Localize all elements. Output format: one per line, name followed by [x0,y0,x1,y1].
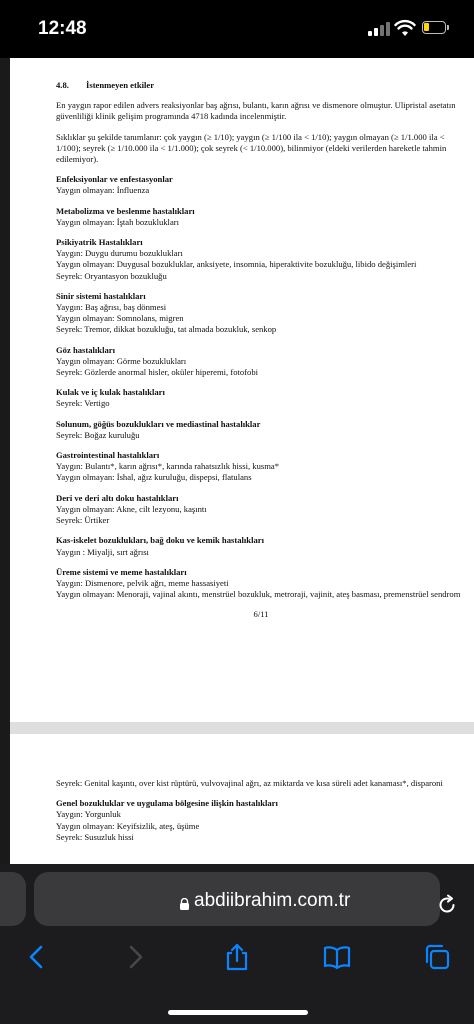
category-title: Solunum, göğüs bozuklukları ve mediastinal hastalıklar [56,418,261,429]
effect-line: Yaygın: Duygu durumu bozuklukları [56,248,183,259]
status-time: 12:48 [38,18,87,39]
reload-icon[interactable] [436,894,458,916]
page-number: 6/11 [253,609,269,620]
effect-line: Yaygın olmayan: Akne, cilt lezyonu, kaşıntı [56,503,207,514]
category-block [56,567,466,601]
effect-line: Yaygın: Dismenore, pelvik ağrı, meme hassasiyeti [56,577,229,588]
effect-line: Yaygın: Baş ağrısı, baş dönmesi [56,302,167,313]
category-title: Sinir sistemi hastalıkları [56,290,146,301]
category-title: Psikiyatrik Hastalıkları [56,237,143,248]
page-6-content [56,80,466,621]
effect-line: Yaygın olmayan: İshal, ağız kuruluğu, dispepsi, flatulans [56,472,252,483]
home-indicator [168,1010,308,1015]
effect-line: Yaygın olmayan: İnfluenza [56,185,150,196]
page-left-edge [0,58,10,864]
effect-line: Seyrek: Gözlerde anormal hisler, oküler hiperemi, fotofobi [56,367,259,378]
effect-line: Yaygın olmayan: İştah bozuklukları [56,216,180,227]
effect-line: Yaygın olmayan: Görme bozuklukları [56,355,187,366]
page-7-content [56,778,466,843]
category-block [56,174,466,196]
effect-line: Yaygın olmayan: Somnolans, migren [56,313,184,324]
effect-line: Seyrek: Vertigo [56,398,110,409]
lock-icon [179,898,190,910]
bookmarks-icon[interactable] [322,942,352,972]
status-bar [0,0,474,58]
effect-line: Yaygın: Yorgunluk [56,809,121,820]
effect-line: Seyrek: Oryantasyon bozukluğu [56,270,167,281]
effect-line: Seyrek: Tremor, dikkat bozukluğu, tat almada bozukluk, senkop [56,324,277,335]
battery-tip [447,25,449,30]
previous-tab-pill[interactable] [0,872,26,926]
category-title: Gastrointestinal hastalıkları [56,450,160,461]
effect-line: Seyrek: Ürtiker [56,515,110,526]
effect-line: Seyrek: Boğaz kuruluğu [56,429,140,440]
back-icon[interactable] [22,942,52,972]
effect-line: Yaygın olmayan: Menoraji, vajinal akıntı, menstrüel bozukluk, metroraji, vajinit, ateş basması, premenstrüel sendrom [56,589,461,600]
continuation-line: Seyrek: Genital kaşıntı, over kist rüptürü, vulvovajinal ağrı, az miktarda ve kısa süreli adet kanaması*, disparoni [56,778,443,788]
category-block [56,450,466,484]
share-icon[interactable] [222,942,252,972]
intro-paragraph: En yaygın rapor edilen advers reaksiyonlar baş ağrısı, bulantı, karın ağrısı ve dismenore olmuştur. Ulipristal asetatın güvenliliği klinik gelişim programında 4718 kadında incelenmiştir. [56,100,456,122]
category-block [56,493,466,527]
category-block [56,206,466,228]
section-title: İstenmeyen etkiler [86,80,155,90]
cellular-signal-icon [368,22,390,36]
document-page-7 [10,734,474,864]
section-number: 4.8. [56,80,69,90]
category-block [56,291,466,336]
effect-line: Yaygın : Miyalji, sırt ağrısı [56,546,149,557]
category-block [56,419,466,441]
category-block [56,535,466,557]
effect-line: Seyrek: Susuzluk hissi [56,831,134,842]
wifi-icon [394,19,416,37]
frequency-paragraph: Sıklıklar şu şekilde tanımlanır: çok yaygın (≥ 1/10); yaygın (≥ 1/100 ila < 1/10); yaygın olmayan (≥ 1/1.000 ila < 1/100); seyrek (≥ 1/10.000 ila < 1/1.000); çok seyrek (< 1/10.000), bilinmiyor (eldeki verilerden hareketle tahmin edilemiyor). [56,131,447,165]
category-title: Kulak ve iç kulak hastalıkları [56,387,165,398]
section-heading [56,80,466,91]
browser-toolbar [0,864,474,1024]
effect-line: Yaygın: Bulantı*, karın ağrısı*, karında rahatsızlık hissi, kusma* [56,461,280,472]
category-title: Üreme sistemi ve meme hastalıkları [56,566,187,577]
tabs-icon[interactable] [422,942,452,972]
category-block [56,237,466,282]
effect-line: Yaygın olmayan: Keyifsizlik, ateş, üşüme [56,820,200,831]
forward-icon[interactable] [120,942,150,972]
category-title: Enfeksiyonlar ve enfestasyonlar [56,174,173,185]
battery-icon [422,21,446,34]
effect-line: Yaygın olmayan: Duygusal bozukluklar, anksiyete, insomnia, hiperaktivite bozukluğu, libido değişimleri [56,259,417,270]
category-title: Genel bozukluklar ve uygulama bölgesine ilişkin hastalıkları [56,798,278,809]
address-bar[interactable] [34,872,440,926]
category-block [56,345,466,379]
web-content[interactable] [0,58,474,864]
category-title: Göz hastalıkları [56,344,115,355]
category-title: Metabolizma ve beslenme hastalıkları [56,205,195,216]
document-page-6 [10,58,474,722]
url-text[interactable]: abdiibrahim.com.tr [194,890,351,911]
category-block [56,387,466,409]
category-title: Deri ve deri altı doku hastalıkları [56,492,179,503]
category-title: Kas-iskelet bozuklukları, bağ doku ve kemik hastalıkları [56,535,264,546]
